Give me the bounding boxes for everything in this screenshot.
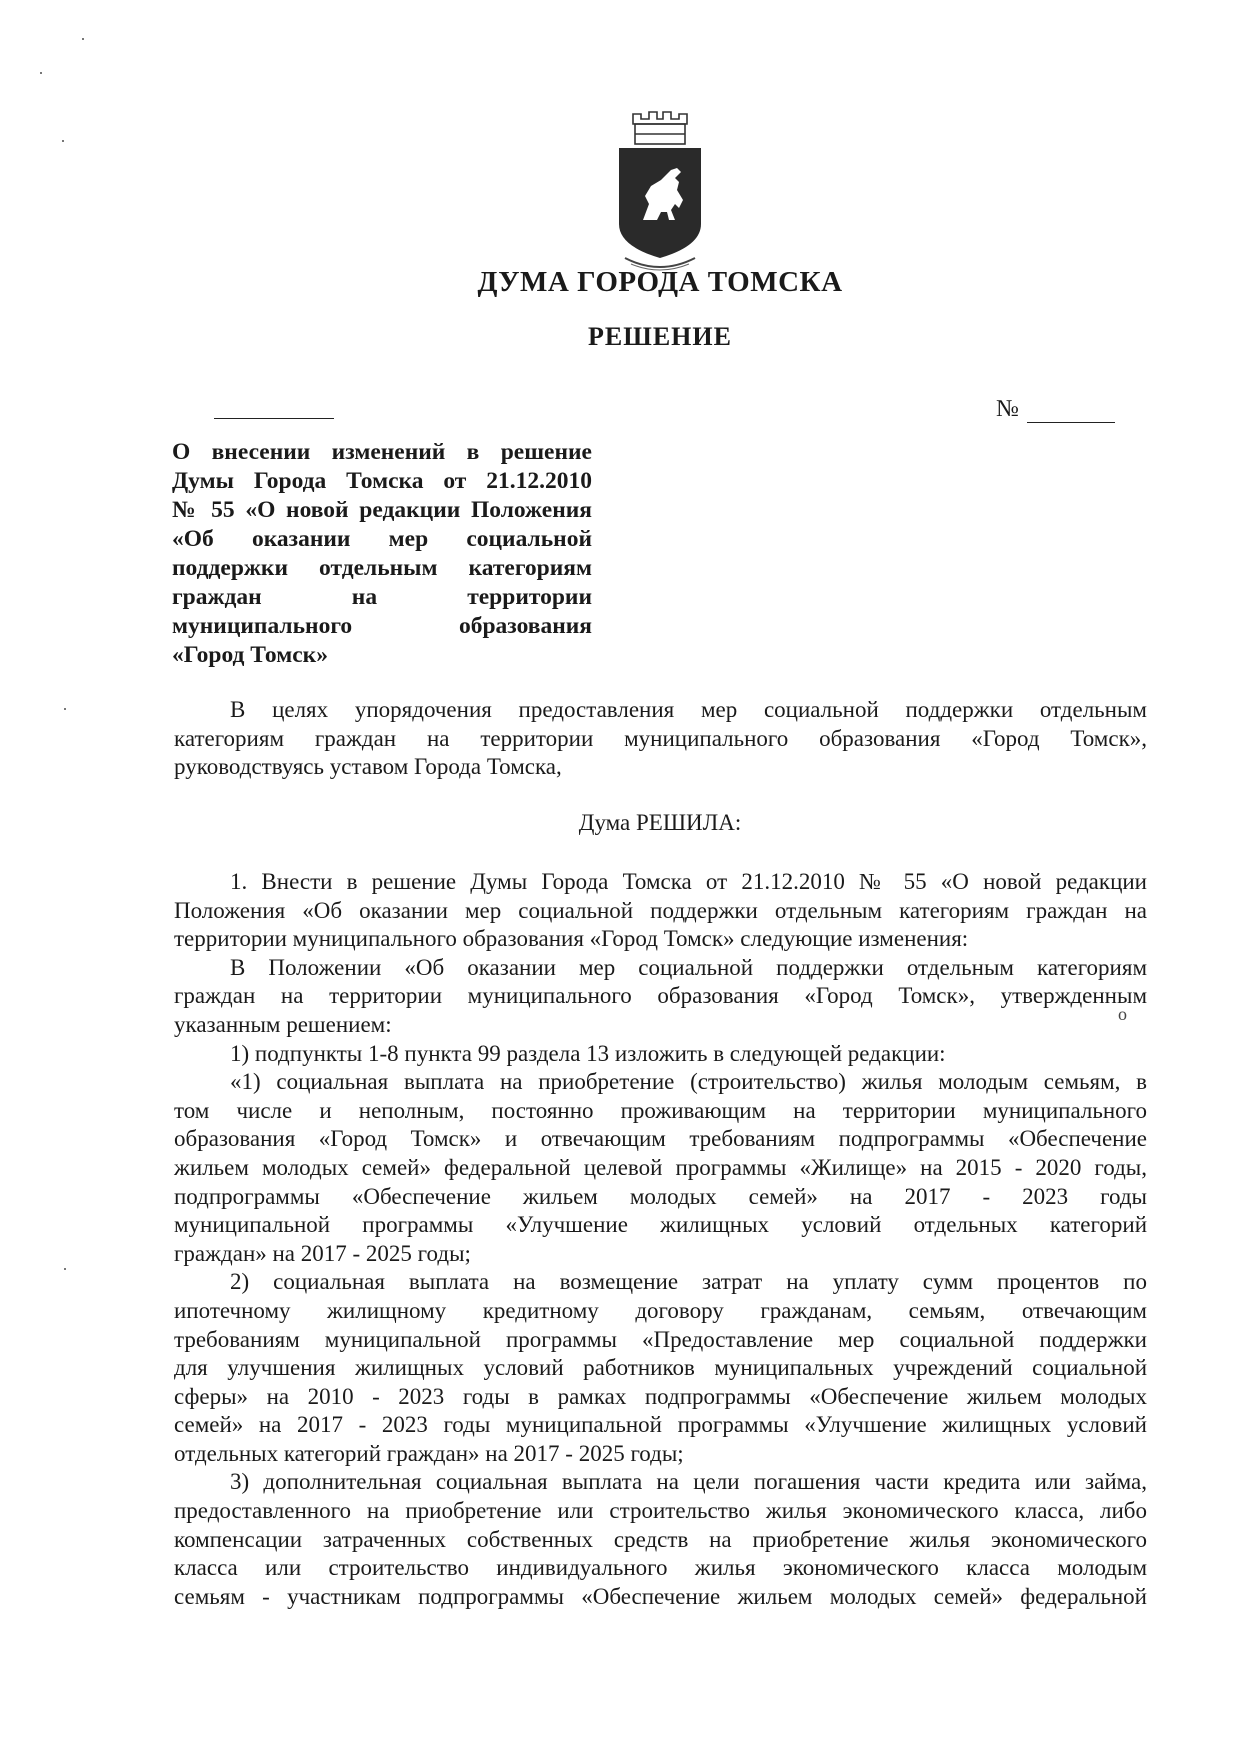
subject-line: граждан на территории	[172, 584, 592, 610]
subject-line: поддержки отдельным категориям	[172, 555, 592, 581]
organization-title: ДУМА ГОРОДА ТОМСКА	[477, 266, 843, 298]
subject-line: № 55 «О новой редакции Положения	[172, 497, 592, 523]
subject-line: муниципального образования	[172, 613, 592, 639]
text-line: предоставленного на приобретение или строительство жилья экономического класса, либо	[174, 1498, 1147, 1524]
text-line: образования «Город Томск» и отвечающим требованиям подпрограммы «Обеспечение	[174, 1126, 1147, 1152]
text-line: 3) дополнительная социальная выплата на цели погашения части кредита или займа,	[230, 1469, 1147, 1495]
scan-speck	[82, 38, 84, 40]
number-sign: №	[996, 396, 1019, 422]
scan-speck	[64, 1268, 66, 1270]
number-blank-line	[1027, 402, 1115, 423]
preamble-paragraph	[174, 696, 1147, 782]
tomsk-coat-of-arms-emblem	[605, 108, 715, 278]
text-line: ипотечному жилищному кредитному договору гражданам, семьям, отвечающим	[174, 1297, 1147, 1323]
resolution-body	[174, 868, 1147, 1611]
text-line: семьям - участникам подпрограммы «Обеспечение жильем молодых семей» федеральной	[174, 1583, 1147, 1609]
text-line: категориям граждан на территории муниципального образования «Город Томск»,	[174, 725, 1147, 751]
text-line: руководствуясь уставом Города Томска,	[174, 754, 562, 780]
subject-line: Думы Города Томска от 21.12.2010	[172, 468, 592, 494]
text-line: муниципальной программы «Улучшение жилищных условий отдельных категорий	[174, 1212, 1147, 1238]
text-line: указанным решением:	[174, 1011, 392, 1037]
text-line: отдельных категорий граждан» на 2017 - 2025 годы;	[174, 1440, 684, 1466]
stray-handwritten-mark: о	[1118, 1004, 1127, 1024]
subject-line: О внесении изменений в решение	[172, 439, 592, 465]
text-line: 1) подпункты 1-8 пункта 99 раздела 13 изложить в следующей редакции:	[230, 1040, 946, 1066]
scan-speck	[62, 140, 64, 142]
scan-speck	[40, 72, 42, 74]
text-line: подпрограммы «Обеспечение жильем молодых семей» на 2017 - 2023 годы	[174, 1183, 1147, 1209]
text-line: для улучшения жилищных условий работников муниципальных учреждений социальной	[174, 1355, 1147, 1381]
text-line: Положения «Об оказании мер социальной поддержки отдельным категориям граждан на	[174, 897, 1147, 923]
subject-line: «Об оказании мер социальной	[172, 526, 592, 552]
text-line: класса или строительство индивидуального жилья экономического класса молодым	[174, 1555, 1147, 1581]
text-line: 2) социальная выплата на возмещение затрат на уплату сумм процентов по	[230, 1269, 1147, 1295]
text-line: 1. Внести в решение Думы Города Томска от 21.12.2010 № 55 «О новой редакции	[230, 869, 1147, 894]
text-line: территории муниципального образования «Город Томск» следующие изменения:	[174, 926, 969, 952]
date-blank-line	[214, 418, 334, 419]
text-line: семей» на 2017 - 2023 годы муниципальной программы «Улучшение жилищных условий	[174, 1412, 1147, 1438]
text-line: жильем молодых семей» федеральной целевой программы «Жилище» на 2015 - 2020 годы,	[174, 1154, 1147, 1180]
subject-block	[172, 438, 592, 670]
text-line: В Положении «Об оказании мер социальной поддержки отдельным категориям	[230, 954, 1147, 980]
text-line: сферы» на 2010 - 2023 годы в рамках подпрограммы «Обеспечение жильем молодых	[174, 1383, 1147, 1409]
text-line: граждан на территории муниципального образования «Город Томск», утвержденным	[174, 983, 1147, 1009]
text-line: В целях упорядочения предоставления мер социальной поддержки отдельным	[230, 697, 1147, 722]
text-line: «1) социальная выплата на приобретение (строительство) жилья молодым семьям, в	[230, 1069, 1147, 1095]
document-type-heading: РЕШЕНИЕ	[588, 322, 732, 351]
document-number-field	[996, 396, 1115, 423]
resolution-heading: Дума РЕШИЛА:	[578, 810, 742, 835]
text-line: том числе и неполным, постоянно проживающим на территории муниципального	[174, 1097, 1147, 1123]
text-line: граждан» на 2017 - 2025 годы;	[174, 1240, 471, 1266]
text-line: компенсации затраченных собственных средств на приобретение жилья экономического	[174, 1526, 1147, 1552]
scan-speck	[64, 708, 66, 710]
subject-line: «Город Томск»	[172, 642, 328, 668]
text-line: требованиям муниципальной программы «Предоставление мер социальной поддержки	[174, 1326, 1147, 1352]
